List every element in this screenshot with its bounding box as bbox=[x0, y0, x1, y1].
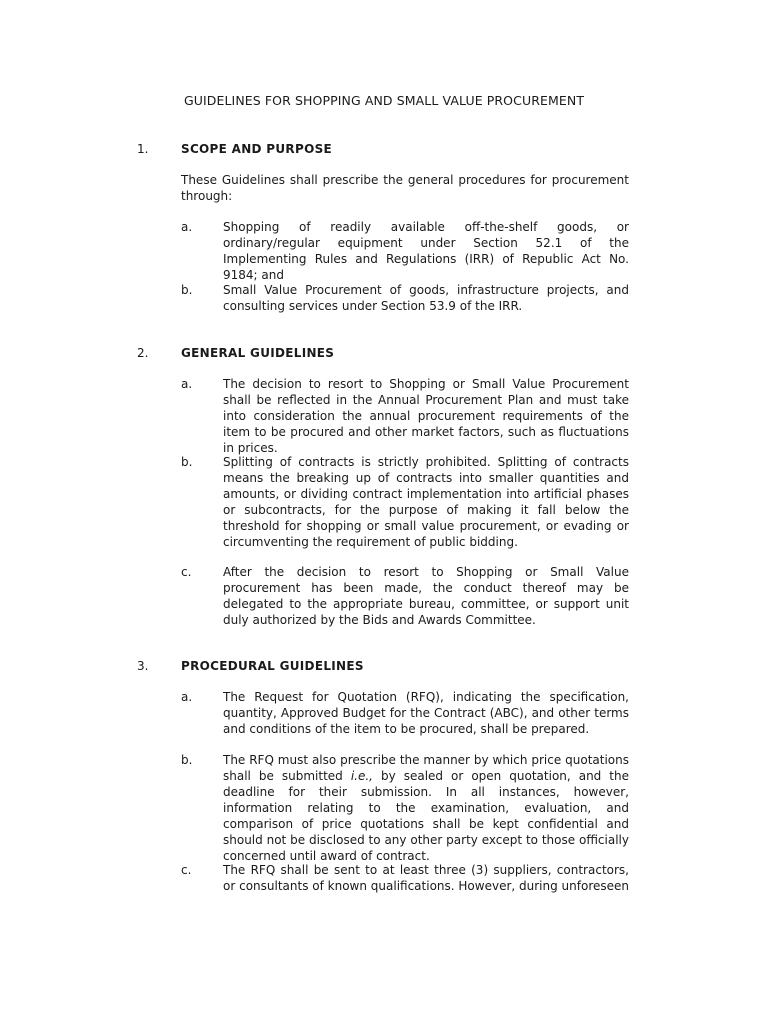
section-number: 2. bbox=[137, 346, 149, 360]
list-item-text: The decision to resort to Shopping or Small Value Procurement shall be reflected in the Annual Procurement Plan and must take into consideration the annual procurement requirements of the item to be procured and other market factors, such as fluctuations in prices. bbox=[223, 377, 629, 455]
section-heading: PROCEDURAL GUIDELINES bbox=[181, 659, 364, 673]
list-item-text-before: The RFQ must also prescribe the manner by which price quotations shall be submitted bbox=[223, 753, 633, 783]
list-item-text-after: by sealed or open quotation, and the deadline for their submission. In all instances, however, information relating to the examination, evaluation, and comparison of price quotations shall be kept confidential and should not be disclosed to any other party except to those officially concerned until award of contract. bbox=[223, 769, 633, 863]
list-item-letter: b. bbox=[181, 455, 193, 469]
list-item-letter: a. bbox=[181, 377, 193, 391]
section-number: 1. bbox=[137, 142, 149, 156]
list-item-text: The RFQ shall be sent to at least three (3) suppliers, contractors, or consultants of known qualifications. However, during unforeseen bbox=[223, 863, 629, 893]
section-heading: GENERAL GUIDELINES bbox=[181, 346, 335, 360]
list-item-letter: a. bbox=[181, 690, 193, 704]
list-item-letter: a. bbox=[181, 220, 193, 234]
list-item-text bbox=[223, 752, 633, 864]
list-item-text: After the decision to resort to Shopping or Small Value procurement has been made, the conduct thereof may be delegated to the appropriate bureau, committee, or support unit duly authorized by the Bids and Awards Committee. bbox=[223, 565, 629, 627]
list-item-letter: b. bbox=[181, 283, 193, 297]
list-item-text: The Request for Quotation (RFQ), indicating the specification, quantity, Approved Budget for the Contract (ABC), and other terms and conditions of the item to be procured, shall be prepared. bbox=[223, 690, 629, 736]
section-heading: SCOPE AND PURPOSE bbox=[181, 142, 333, 156]
list-item-text: Splitting of contracts is strictly prohibited. Splitting of contracts means the breaking up of contracts into smaller quantities and amounts, or dividing contract implementation into artificial phases or subcontracts, for the purpose of making it fall below the threshold for shopping or small value procurement, or evading or circumventing the requirement of public bidding. bbox=[223, 455, 629, 549]
section-number: 3. bbox=[137, 659, 149, 673]
list-item-letter: c. bbox=[181, 863, 192, 877]
list-item-text: Small Value Procurement of goods, infrastructure projects, and consulting services under Section 53.9 of the IRR. bbox=[223, 283, 629, 313]
list-item-text: Shopping of readily available off-the-shelf goods, or ordinary/regular equipment under Section 52.1 of the Implementing Rules and Regulations (IRR) of Republic Act No. 9184; and bbox=[223, 220, 629, 282]
document-title: GUIDELINES FOR SHOPPING AND SMALL VALUE PROCUREMENT bbox=[183, 93, 585, 108]
list-item-letter: c. bbox=[181, 565, 192, 579]
list-item-letter: b. bbox=[181, 753, 193, 767]
section-intro: These Guidelines shall prescribe the general procedures for procurement through: bbox=[181, 173, 629, 203]
list-item-text-italic: i.e., bbox=[350, 769, 373, 783]
